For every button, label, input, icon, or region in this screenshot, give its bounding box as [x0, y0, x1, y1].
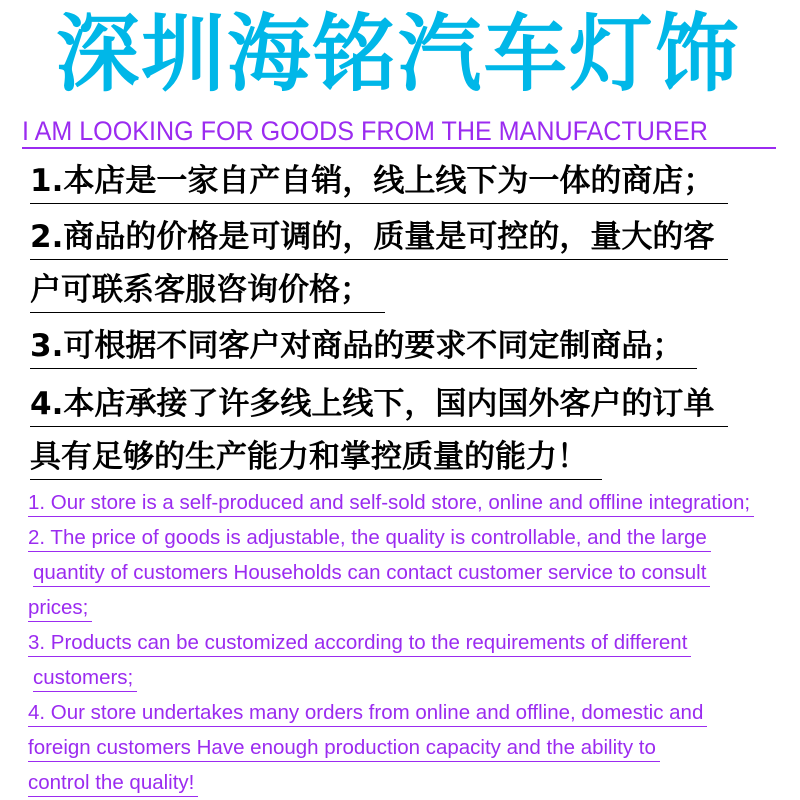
manufacturer-subtitle: I AM LOOKING FOR GOODS FROM THE MANUFACTURER — [22, 116, 708, 146]
subtitle-underline — [22, 147, 776, 149]
english-line-9: control the quality! — [28, 769, 198, 797]
chinese-line-4: 3.可根据不同客户对商品的要求不同定制商品； — [30, 324, 697, 369]
chinese-line-1: 1.本店是一家自产自销，线上线下为一体的商店； — [30, 159, 728, 204]
chinese-line-6: 具有足够的生产能力和掌控质量的能力！ — [30, 435, 602, 480]
english-line-1: 1. Our store is a self-produced and self-sold store, online and offline integration; — [28, 489, 754, 517]
english-line-3: quantity of customers Households can contact customer service to consult — [33, 559, 710, 587]
english-line-5: 3. Products can be customized according to the requirements of different — [28, 629, 691, 657]
chinese-line-2: 2.商品的价格是可调的，质量是可控的，量大的客 — [30, 215, 728, 260]
english-line-8: foreign customers Have enough production capacity and the ability to — [28, 734, 660, 762]
chinese-line-5: 4.本店承接了许多线上线下，国内国外客户的订单 — [30, 382, 728, 427]
store-title: 深圳海铭汽车灯饰 — [55, 5, 741, 103]
english-line-2: 2. The price of goods is adjustable, the quality is controllable, and the large — [28, 524, 711, 552]
chinese-line-3: 户可联系客服咨询价格； — [30, 268, 385, 313]
english-line-6: customers; — [33, 664, 137, 692]
english-line-4: prices; — [28, 594, 92, 622]
english-line-7: 4. Our store undertakes many orders from online and offline, domestic and — [28, 699, 707, 727]
